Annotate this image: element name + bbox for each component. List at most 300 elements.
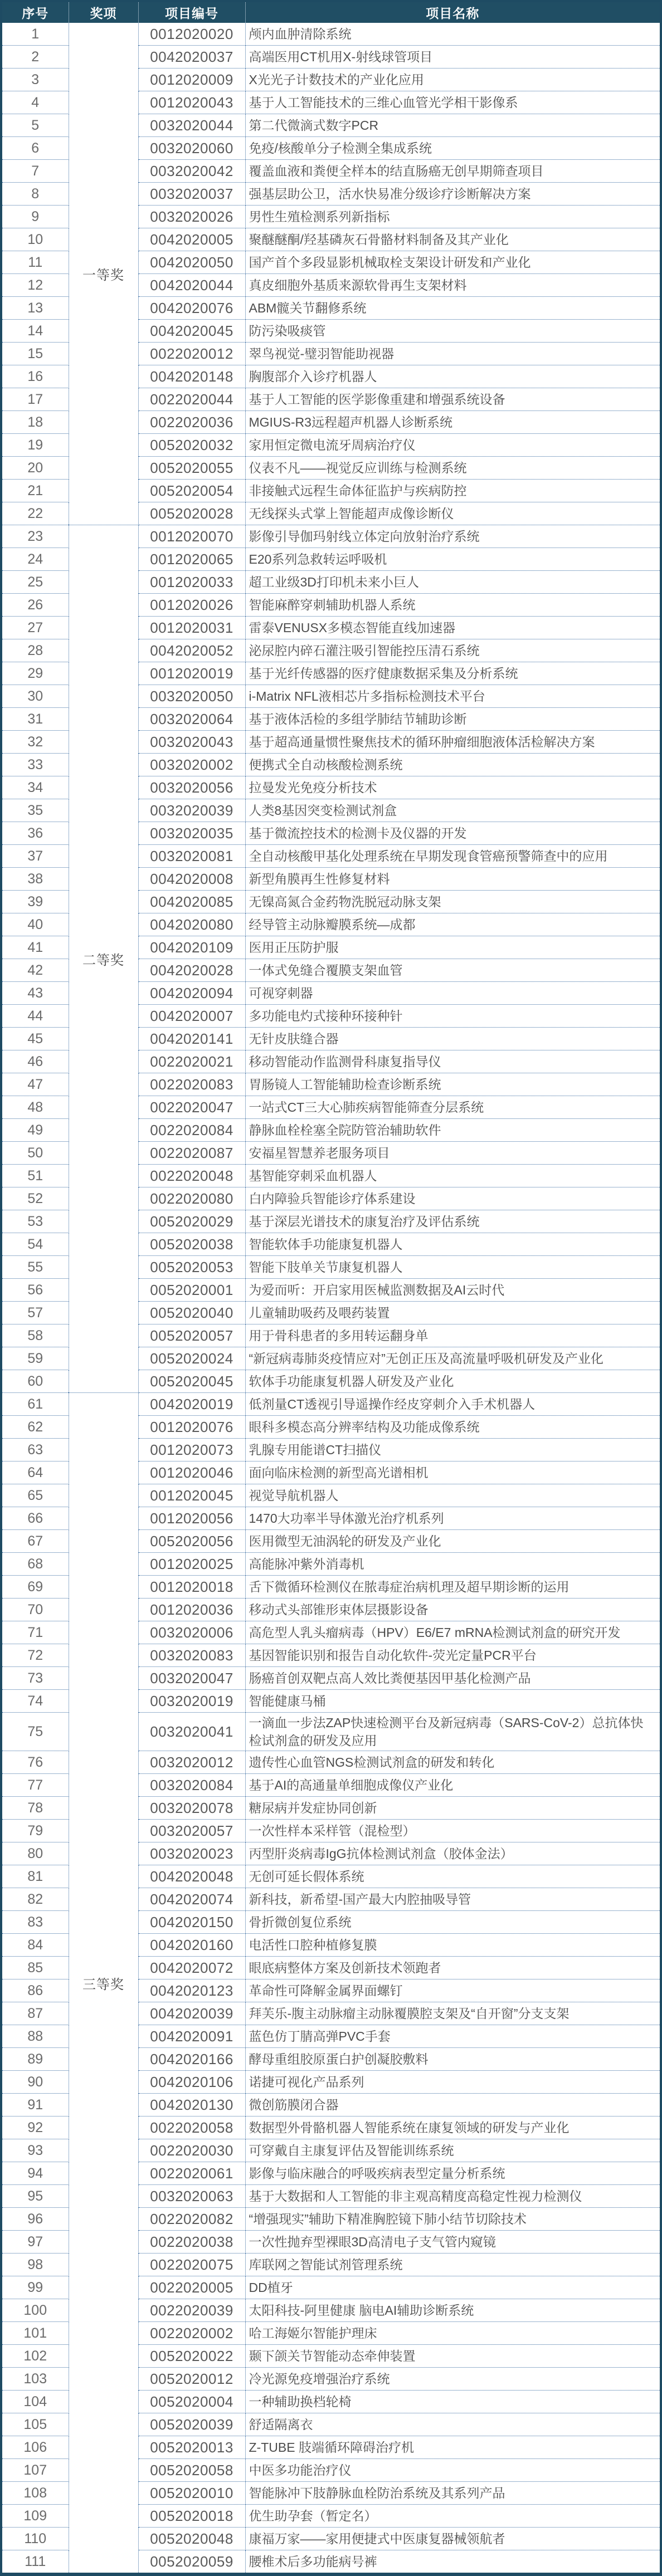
project-name: 诺捷可视化产品系列 [245,2071,661,2094]
award-group-cell: 三等奖 [69,1393,138,2575]
project-code: 0032020083 [138,1644,245,1667]
project-name: 新型角膜再生性修复材料 [245,868,661,891]
project-code: 0052020013 [138,2436,245,2459]
project-code: 0052020024 [138,1347,245,1370]
project-code: 0052020055 [138,457,245,480]
project-code: 0052020028 [138,502,245,525]
project-name: 软体手功能康复机器人研发及产业化 [245,1370,661,1393]
project-name: 新科技，新希望-国产最大内腔抽吸导管 [245,1888,661,1911]
award-group-cell: 二等奖 [69,525,138,1393]
project-name: “新冠病毒肺炎疫情应对”无创正压及高流量呼吸机研发及产业化 [245,1347,661,1370]
project-code: 0012020033 [138,571,245,594]
row-serial: 80 [1,1842,69,1865]
row-serial: 74 [1,1690,69,1713]
project-name: 基于人工智能技术的三维心血管光学相干影像系 [245,91,661,114]
project-code: 0022020005 [138,2276,245,2299]
project-code: 0032020056 [138,776,245,799]
project-code: 0032020019 [138,1690,245,1713]
project-code: 0052020059 [138,2550,245,2575]
row-serial: 67 [1,1530,69,1553]
project-name: 真皮细胞外基质来源软骨再生支架材料 [245,274,661,297]
row-serial: 87 [1,2002,69,2025]
project-code: 0042020044 [138,274,245,297]
project-code: 0032020039 [138,799,245,822]
row-serial: 58 [1,1324,69,1347]
project-code: 0022020012 [138,343,245,365]
row-serial: 102 [1,2345,69,2368]
project-name: 翠鸟视觉-璧羽智能助视器 [245,343,661,365]
project-code: 0042020019 [138,1393,245,1416]
project-name: 舒适隔离衣 [245,2413,661,2436]
project-code: 0032020060 [138,137,245,160]
project-code: 0032020026 [138,206,245,228]
project-code: 0042020007 [138,1005,245,1028]
project-code: 0012020045 [138,1484,245,1507]
table-header [1,1,661,23]
project-name: 基于人工智能的医学影像重建和增强系统设备 [245,388,661,411]
project-name: “增强现实”辅助下精准胸腔镜下肺小结节切除技术 [245,2208,661,2231]
project-code: 0032020084 [138,1774,245,1797]
project-code: 0052020029 [138,1210,245,1233]
project-name: 聚醚醚酮/羟基磷灰石骨骼材料制备及其产业化 [245,228,661,251]
row-serial: 55 [1,1256,69,1279]
project-name: 为爱而听：开启家用医械监测数据及AI云时代 [245,1279,661,1302]
row-serial: 107 [1,2459,69,2482]
project-name: 一种辅助换档轮椅 [245,2391,661,2413]
project-code: 0012020031 [138,617,245,639]
award-group-cell: 一等奖 [69,23,138,525]
row-serial: 84 [1,1934,69,1957]
project-name: 基于超高通量惯性聚焦技术的循环肿瘤细胞液体活检解决方案 [245,731,661,754]
project-code: 0042020106 [138,2071,245,2094]
row-serial: 108 [1,2482,69,2505]
project-name: 革命性可降解金属界面螺钉 [245,1979,661,2002]
project-code: 0032020035 [138,822,245,845]
project-code: 0032020042 [138,160,245,183]
project-name: i-Matrix NFL液相芯片多指标检测技术平台 [245,685,661,708]
project-name: 静脉血栓栓塞全院防管治辅助软件 [245,1119,661,1142]
project-name: 一站式CT三大心肺疾病智能筛查分层系统 [245,1096,661,1119]
row-serial: 50 [1,1142,69,1165]
project-code: 0022020048 [138,1165,245,1187]
row-serial: 5 [1,114,69,137]
row-serial: 22 [1,502,69,525]
project-name: 高危型人乳头瘤病毒（HPV）E6/E7 mRNA检测试剂盒的研究开发 [245,1621,661,1644]
row-serial: 30 [1,685,69,708]
row-serial: 86 [1,1979,69,2002]
row-serial: 31 [1,708,69,731]
project-name: 白内障验兵智能诊疗体系建设 [245,1187,661,1210]
header-serial: 序号 [1,1,69,23]
row-serial: 24 [1,548,69,571]
project-code: 0052020045 [138,1370,245,1393]
project-name: 移动智能动作监测骨科康复指导仪 [245,1050,661,1073]
row-serial: 98 [1,2254,69,2276]
header-award: 奖项 [69,1,138,23]
row-serial: 101 [1,2322,69,2345]
project-name: 多功能电灼式接种环接种针 [245,1005,661,1028]
project-name: 经导管主动脉瓣膜系统—成都 [245,913,661,936]
row-serial: 9 [1,206,69,228]
project-code: 0032020064 [138,708,245,731]
project-name: 一滴血一步法ZAP快速检测平台及新冠病毒（SARS-CoV-2）总抗体快检试剂盒的研发及应用 [245,1713,661,1751]
project-name: 可穿戴自主康复评估及智能训练系统 [245,2139,661,2162]
project-name: 超工业级3D打印机未来小巨人 [245,571,661,594]
row-serial: 97 [1,2231,69,2254]
table-body [1,23,661,2574]
row-serial: 32 [1,731,69,754]
project-code: 0042020094 [138,982,245,1005]
row-serial: 96 [1,2208,69,2231]
project-code: 0032020041 [138,1713,245,1751]
project-name: 基于液体活检的多组学肺结节辅助诊断 [245,708,661,731]
row-serial: 91 [1,2094,69,2116]
row-serial: 79 [1,1820,69,1842]
project-code: 0032020037 [138,183,245,206]
project-name: 视觉导航机器人 [245,1484,661,1507]
project-name: 人类8基因突变检测试剂盒 [245,799,661,822]
row-serial: 65 [1,1484,69,1507]
project-name: 可视穿刺器 [245,982,661,1005]
project-code: 0022020082 [138,2208,245,2231]
row-serial: 88 [1,2025,69,2048]
row-serial: 94 [1,2162,69,2185]
row-serial: 29 [1,662,69,685]
row-serial: 85 [1,1957,69,1979]
row-serial: 43 [1,982,69,1005]
row-serial: 52 [1,1187,69,1210]
project-name: 基于深层光谱技术的康复治疗及评估系统 [245,1210,661,1233]
project-code: 0012020046 [138,1461,245,1484]
row-serial: 26 [1,594,69,617]
row-serial: 27 [1,617,69,639]
project-name: 影像引导伽玛射线立体定向放射治疗系统 [245,525,661,548]
project-name: 低剂量CT透视引导遥操作经皮穿刺介入手术机器人 [245,1393,661,1416]
project-code: 0052020048 [138,2528,245,2550]
project-code: 0042020039 [138,2002,245,2025]
project-code: 0032020050 [138,685,245,708]
project-code: 0012020043 [138,91,245,114]
row-serial: 93 [1,2139,69,2162]
project-code: 0042020123 [138,1979,245,2002]
row-serial: 14 [1,320,69,343]
row-serial: 33 [1,754,69,776]
project-code: 0022020036 [138,411,245,434]
project-code: 0012020065 [138,548,245,571]
row-serial: 110 [1,2528,69,2550]
project-name: 颅内血肿清除系统 [245,23,661,46]
row-serial: 75 [1,1713,69,1751]
project-code: 0022020058 [138,2116,245,2139]
project-code: 0012020019 [138,662,245,685]
project-code: 0022020084 [138,1119,245,1142]
row-serial: 56 [1,1279,69,1302]
project-code: 0042020048 [138,1865,245,1888]
row-serial: 92 [1,2116,69,2139]
project-name: 非接触式远程生命体征监护与疾病防控 [245,480,661,502]
row-serial: 39 [1,891,69,913]
row-serial: 90 [1,2071,69,2094]
project-code: 0032020002 [138,754,245,776]
project-name: 智能下肢单关节康复机器人 [245,1256,661,1279]
header-project-code: 项目编号 [138,1,245,23]
project-name: 基于光纤传感器的医疗健康数据采集及分析系统 [245,662,661,685]
row-serial: 72 [1,1644,69,1667]
row-serial: 103 [1,2368,69,2391]
project-name: 男性生殖检测系列新指标 [245,206,661,228]
row-serial: 23 [1,525,69,548]
project-code: 0012020056 [138,1507,245,1530]
row-serial: 8 [1,183,69,206]
project-name: 影像与临床融合的呼吸疾病表型定量分析系统 [245,2162,661,2185]
project-code: 0032020078 [138,1797,245,1820]
project-code: 0012020020 [138,23,245,46]
row-serial: 95 [1,2185,69,2208]
row-serial: 78 [1,1797,69,1820]
project-name: 冷光源免疫增强治疗系统 [245,2368,661,2391]
project-code: 0042020074 [138,1888,245,1911]
project-name: Z-TUBE 肢端循环障碍治疗机 [245,2436,661,2459]
row-serial: 100 [1,2299,69,2322]
project-name: 泌尿腔内碎石灌注吸引智能控压清石系统 [245,639,661,662]
project-name: 智能麻醉穿刺辅助机器人系统 [245,594,661,617]
project-code: 0042020072 [138,1957,245,1979]
row-serial: 40 [1,913,69,936]
row-serial: 28 [1,639,69,662]
project-code: 0022020061 [138,2162,245,2185]
project-code: 0042020150 [138,1911,245,1934]
project-code: 0042020166 [138,2048,245,2071]
project-name: 家用恒定微电流牙周病治疗仪 [245,434,661,457]
row-serial: 35 [1,799,69,822]
project-name: MGIUS-R3远程超声机器人诊断系统 [245,411,661,434]
row-serial: 1 [1,23,69,46]
row-serial: 19 [1,434,69,457]
row-serial: 17 [1,388,69,411]
project-code: 0052020018 [138,2505,245,2528]
project-name: 糖尿病并发症协同创新 [245,1797,661,1820]
row-serial: 54 [1,1233,69,1256]
project-name: 眼底病整体方案及创新技术领跑者 [245,1957,661,1979]
row-serial: 61 [1,1393,69,1416]
project-name: 面向临床检测的新型高光谱相机 [245,1461,661,1484]
project-name: 库联网之智能试剂管理系统 [245,2254,661,2276]
row-serial: 106 [1,2436,69,2459]
project-name: 全自动核酸甲基化处理系统在早期发现食管癌预警筛查中的应用 [245,845,661,868]
project-code: 0022020002 [138,2322,245,2345]
project-code: 0042020085 [138,891,245,913]
project-code: 0052020001 [138,1279,245,1302]
project-code: 0052020056 [138,1530,245,1553]
project-code: 0022020047 [138,1096,245,1119]
project-code: 0012020073 [138,1439,245,1461]
row-serial: 76 [1,1751,69,1774]
project-name: X光光子计数技术的产业化应用 [245,69,661,91]
project-name: 康福万家——家用便捷式中医康复器械领航者 [245,2528,661,2550]
row-serial: 12 [1,274,69,297]
project-code: 0052020058 [138,2459,245,2482]
row-serial: 42 [1,959,69,982]
row-serial: 109 [1,2505,69,2528]
project-code: 0032020057 [138,1820,245,1842]
project-code: 0032020012 [138,1751,245,1774]
project-code: 0032020081 [138,845,245,868]
row-serial: 3 [1,69,69,91]
project-name: 一体式免缝合覆膜支架血管 [245,959,661,982]
row-serial: 10 [1,228,69,251]
project-code: 0052020022 [138,2345,245,2368]
project-name: 第二代微滴式数字PCR [245,114,661,137]
project-name: 肠癌首创双靶点高人效比粪便基因甲基化检测产品 [245,1667,661,1690]
project-name: 一次性抛弃型裸眼3D高清电子支气管内窥镜 [245,2231,661,2254]
row-serial: 15 [1,343,69,365]
project-name: 乳腺专用能谱CT扫描仪 [245,1439,661,1461]
project-code: 0042020091 [138,2025,245,2048]
project-name: 太阳科技-阿里健康 脑电AI辅助诊断系统 [245,2299,661,2322]
row-serial: 83 [1,1911,69,1934]
row-serial: 49 [1,1119,69,1142]
row-serial: 57 [1,1302,69,1324]
project-code: 0042020130 [138,2094,245,2116]
project-name: 智能软体手功能康复机器人 [245,1233,661,1256]
table-row [1,525,661,548]
project-name: 腰椎术后多功能病号裤 [245,2550,661,2575]
project-code: 0052020004 [138,2391,245,2413]
project-name: 1470大功率半导体激光治疗机系列 [245,1507,661,1530]
project-code: 0052020054 [138,480,245,502]
row-serial: 45 [1,1028,69,1050]
header-project-name: 项目名称 [245,1,661,23]
row-serial: 25 [1,571,69,594]
project-code: 0052020039 [138,2413,245,2436]
project-name: 无针皮肤缝合器 [245,1028,661,1050]
row-serial: 6 [1,137,69,160]
project-code: 0022020021 [138,1050,245,1073]
row-serial: 2 [1,46,69,69]
project-code: 0052020012 [138,2368,245,2391]
row-serial: 99 [1,2276,69,2299]
project-name: 免疫/核酸单分子检测全集成系统 [245,137,661,160]
project-code: 0042020045 [138,320,245,343]
project-name: 无线探头式掌上智能超声成像诊断仪 [245,502,661,525]
project-name: E20系列急救转运呼吸机 [245,548,661,571]
project-code: 0042020109 [138,936,245,959]
project-name: 遗传性心血管NGS检测试剂盒的研发和转化 [245,1751,661,1774]
project-code: 0052020053 [138,1256,245,1279]
row-serial: 11 [1,251,69,274]
project-name: 微创筋膜闭合器 [245,2094,661,2116]
project-name: 颞下颌关节智能动态牵伸装置 [245,2345,661,2368]
project-code: 0032020047 [138,1667,245,1690]
row-serial: 53 [1,1210,69,1233]
row-serial: 77 [1,1774,69,1797]
project-code: 0022020044 [138,388,245,411]
project-code: 0012020026 [138,594,245,617]
row-serial: 60 [1,1370,69,1393]
project-code: 0032020023 [138,1842,245,1865]
project-code: 0022020039 [138,2299,245,2322]
project-code: 0022020030 [138,2139,245,2162]
row-serial: 104 [1,2391,69,2413]
project-name: 基因智能识别和报告自动化软件-荧光定量PCR平台 [245,1644,661,1667]
project-name: 雷泰VENUSX多模态智能直线加速器 [245,617,661,639]
project-name: 酵母重组胶原蛋白护创凝胶敷料 [245,2048,661,2071]
row-serial: 69 [1,1576,69,1599]
project-name: 高端医用CT机用X-射线球管项目 [245,46,661,69]
project-code: 0052020010 [138,2482,245,2505]
row-serial: 59 [1,1347,69,1370]
project-code: 0042020076 [138,297,245,320]
project-name: 基于大数据和人工智能的非主观高精度高稳定性视力检测仪 [245,2185,661,2208]
project-code: 0022020087 [138,1142,245,1165]
project-code: 0032020006 [138,1621,245,1644]
row-serial: 21 [1,480,69,502]
project-code: 0042020028 [138,959,245,982]
row-serial: 70 [1,1599,69,1621]
project-code: 0042020005 [138,228,245,251]
project-code: 0022020038 [138,2231,245,2254]
project-code: 0022020075 [138,2254,245,2276]
row-serial: 34 [1,776,69,799]
project-name: 儿童辅助吸药及喂药装置 [245,1302,661,1324]
project-code: 0042020052 [138,639,245,662]
row-serial: 66 [1,1507,69,1530]
row-serial: 89 [1,2048,69,2071]
project-code: 0052020057 [138,1324,245,1347]
row-serial: 20 [1,457,69,480]
project-name: 丙型肝炎病毒IgG抗体检测试剂盒（胶体金法） [245,1842,661,1865]
project-code: 0022020083 [138,1073,245,1096]
project-code: 0032020043 [138,731,245,754]
project-code: 0032020044 [138,114,245,137]
project-name: 医用正压防护服 [245,936,661,959]
project-code: 0052020038 [138,1233,245,1256]
project-name: 电活性口腔种植修复膜 [245,1934,661,1957]
project-code: 0042020141 [138,1028,245,1050]
row-serial: 68 [1,1553,69,1576]
project-code: 0012020076 [138,1416,245,1439]
row-serial: 111 [1,2550,69,2575]
project-name: 眼科多模态高分辨率结构及功能成像系统 [245,1416,661,1439]
project-name: 用于骨科患者的多用转运翻身单 [245,1324,661,1347]
project-code: 0042020037 [138,46,245,69]
row-serial: 71 [1,1621,69,1644]
row-serial: 46 [1,1050,69,1073]
project-name: 一次性样本采样管（混检型） [245,1820,661,1842]
project-code: 0042020160 [138,1934,245,1957]
project-name: 拜芙乐-腹主动脉瘤主动脉覆膜腔支架及“自开窗”分支支架 [245,2002,661,2025]
project-name: 数据型外骨骼机器人智能系统在康复领域的研发与产业化 [245,2116,661,2139]
project-name: 胸腹部介入诊疗机器人 [245,365,661,388]
project-name: 蓝色仿丁腈高弹PVC手套 [245,2025,661,2048]
project-name: 高能脉冲紫外消毒机 [245,1553,661,1576]
project-name: 仪表不凡——视觉反应训练与检测系统 [245,457,661,480]
project-code: 0012020018 [138,1576,245,1599]
row-serial: 38 [1,868,69,891]
project-code: 0042020148 [138,365,245,388]
project-code: 0042020050 [138,251,245,274]
row-serial: 37 [1,845,69,868]
row-serial: 16 [1,365,69,388]
project-name: 舌下微循环检测仪在脓毒症治病机理及超早期诊断的运用 [245,1576,661,1599]
project-code: 0012020025 [138,1553,245,1576]
project-name: 基于微流控技术的检测卡及仪器的开发 [245,822,661,845]
project-code: 0042020008 [138,868,245,891]
table-row [1,23,661,46]
row-serial: 18 [1,411,69,434]
project-name: 基智能穿刺采血机器人 [245,1165,661,1187]
project-name: 安福星智慧养老服务项目 [245,1142,661,1165]
